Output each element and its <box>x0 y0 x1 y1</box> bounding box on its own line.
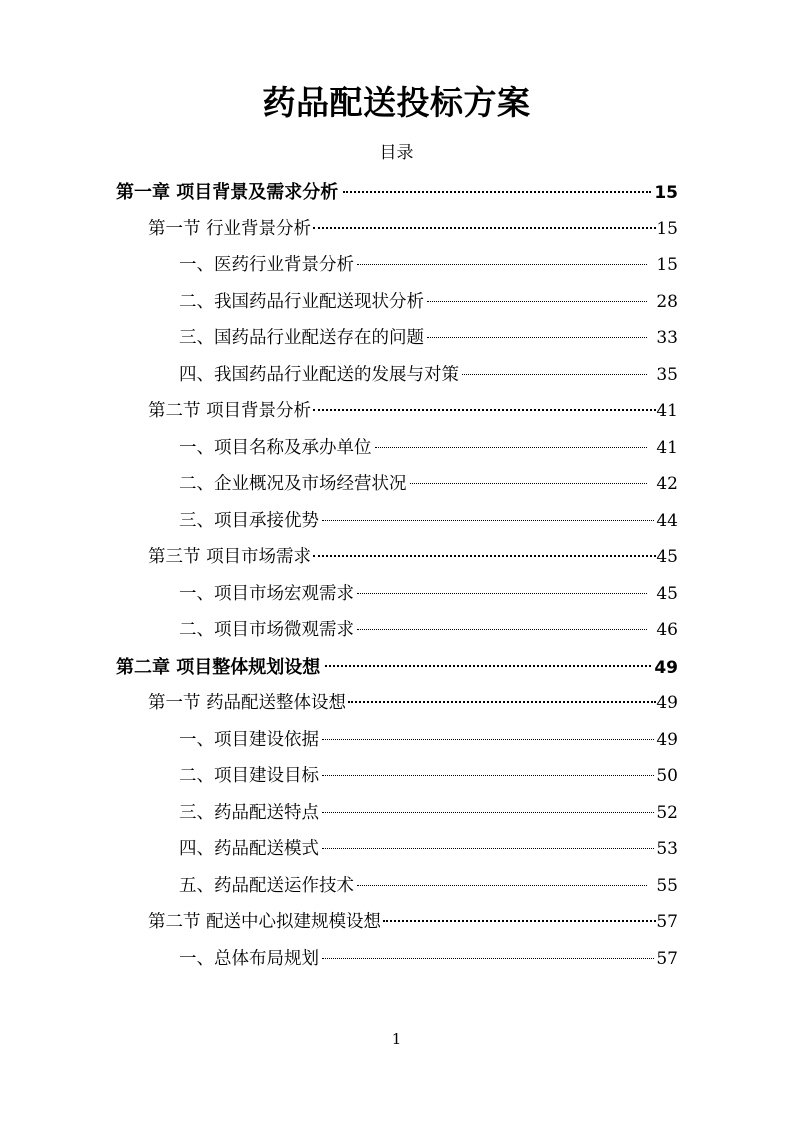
toc-dot-leader <box>322 764 654 782</box>
toc-entry-label: 第一节 行业背景分析 <box>148 218 312 239</box>
toc-dot-leader <box>357 618 647 636</box>
toc-entry-section[interactable] <box>116 689 678 726</box>
table-of-contents-heading: 目录 <box>379 143 414 163</box>
toc-dot-leader <box>322 508 654 526</box>
toc-entry-item[interactable] <box>116 762 678 799</box>
toc-dot-leader <box>357 253 647 271</box>
toc-entry-item[interactable] <box>116 324 678 361</box>
toc-entry-label: 第三节 项目市场需求 <box>148 547 312 567</box>
toc-entry-label: 二、项目建设目标 <box>179 766 319 786</box>
toc-entry-page-number: 44 <box>656 510 678 531</box>
toc-entry-label: 二、我国药品行业配送现状分析 <box>179 291 424 312</box>
toc-dot-leader <box>343 180 651 198</box>
toc-entry-section[interactable] <box>116 397 678 434</box>
toc-entry-label: 四、药品配送模式 <box>179 839 319 859</box>
toc-dot-leader <box>462 362 647 380</box>
toc-entry-page-number: 57 <box>656 912 678 932</box>
toc-dot-leader <box>375 435 648 453</box>
toc-entry-item[interactable] <box>116 470 678 507</box>
toc-entry-item[interactable] <box>116 434 678 471</box>
toc-entry-page-number: 50 <box>656 766 678 786</box>
toc-entry-page-number: 57 <box>656 948 678 969</box>
toc-entry-item[interactable] <box>116 726 678 763</box>
toc-entry-page-number: 41 <box>656 401 678 421</box>
page-number-footer: 1 <box>391 1030 402 1048</box>
document-title: 药品配送投标方案 <box>262 83 531 122</box>
toc-dot-leader <box>313 399 656 417</box>
toc-entry-page-number: 45 <box>656 547 678 567</box>
toc-entry-item[interactable] <box>116 945 678 982</box>
toc-dot-leader <box>427 289 647 307</box>
toc-dot-leader <box>313 216 656 234</box>
toc-entry-page-number: 15 <box>656 218 678 239</box>
toc-entry-page-number: 53 <box>656 839 678 859</box>
toc-entry-page-number: 46 <box>656 620 678 640</box>
toc-entry-chapter[interactable] <box>116 653 678 690</box>
toc-entry-item[interactable] <box>116 251 678 288</box>
toc-entry-chapter[interactable] <box>116 178 678 215</box>
toc-entry-label: 一、项目建设依据 <box>179 729 319 750</box>
toc-entry-label: 三、药品配送特点 <box>179 802 319 823</box>
toc-entry-label: 一、总体布局规划 <box>179 948 319 969</box>
toc-entry-item[interactable] <box>116 288 678 325</box>
toc-dot-leader <box>357 581 647 599</box>
toc-dot-leader <box>383 910 656 928</box>
toc-entry-item[interactable] <box>116 835 678 872</box>
toc-entry-page-number: 45 <box>656 583 678 604</box>
toc-entry-item[interactable] <box>116 507 678 544</box>
toc-entry-section[interactable] <box>116 543 678 580</box>
toc-entry-label: 二、项目市场微观需求 <box>179 620 354 640</box>
toc-entry-item[interactable] <box>116 361 678 398</box>
toc-dot-leader <box>322 800 654 818</box>
toc-dot-leader <box>322 946 654 964</box>
toc-entry-label: 二、企业概况及市场经营状况 <box>179 474 407 494</box>
toc-entry-item[interactable] <box>116 580 678 617</box>
toc-entry-label: 第一章 项目背景及需求分析 <box>116 182 339 203</box>
toc-entry-page-number: 49 <box>654 657 678 678</box>
toc-entry-page-number: 52 <box>656 802 678 823</box>
toc-entry-label: 五、药品配送运作技术 <box>179 875 354 896</box>
toc-dot-leader <box>322 837 654 855</box>
toc-entry-label: 一、项目市场宏观需求 <box>179 583 354 604</box>
toc-entry-page-number: 33 <box>656 328 678 348</box>
toc-dot-leader <box>348 691 656 709</box>
toc-dot-leader <box>410 472 648 490</box>
toc-entry-item[interactable] <box>116 872 678 909</box>
table-of-contents <box>116 178 678 981</box>
toc-entry-page-number: 49 <box>656 693 678 713</box>
toc-dot-leader <box>357 873 647 891</box>
toc-entry-page-number: 49 <box>656 729 678 750</box>
toc-dot-leader <box>427 326 647 344</box>
toc-entry-item[interactable] <box>116 799 678 836</box>
toc-entry-item[interactable] <box>116 616 678 653</box>
toc-entry-label: 一、医药行业背景分析 <box>179 255 354 275</box>
toc-entry-page-number: 35 <box>656 364 678 385</box>
toc-dot-leader <box>313 545 656 563</box>
toc-entry-label: 第二节 配送中心拟建规模设想 <box>148 912 382 932</box>
toc-entry-page-number: 55 <box>656 875 678 896</box>
toc-entry-page-number: 42 <box>656 474 678 494</box>
toc-entry-label: 第二章 项目整体规划设想 <box>116 656 321 678</box>
toc-entry-label: 一、项目名称及承办单位 <box>179 437 372 458</box>
toc-entry-label: 三、项目承接优势 <box>179 510 319 531</box>
toc-entry-page-number: 41 <box>656 437 678 458</box>
toc-entry-label: 三、国药品行业配送存在的问题 <box>179 328 424 348</box>
toc-entry-page-number: 28 <box>656 291 678 312</box>
toc-entry-section[interactable] <box>116 908 678 945</box>
toc-entry-page-number: 15 <box>656 255 678 275</box>
toc-entry-label: 四、我国药品行业配送的发展与对策 <box>179 364 459 385</box>
toc-entry-label: 第一节 药品配送整体设想 <box>148 693 347 713</box>
toc-entry-page-number: 15 <box>654 183 678 203</box>
toc-dot-leader <box>325 655 651 673</box>
toc-entry-label: 第二节 项目背景分析 <box>148 401 312 421</box>
toc-entry-section[interactable] <box>116 215 678 252</box>
toc-dot-leader <box>322 727 654 745</box>
